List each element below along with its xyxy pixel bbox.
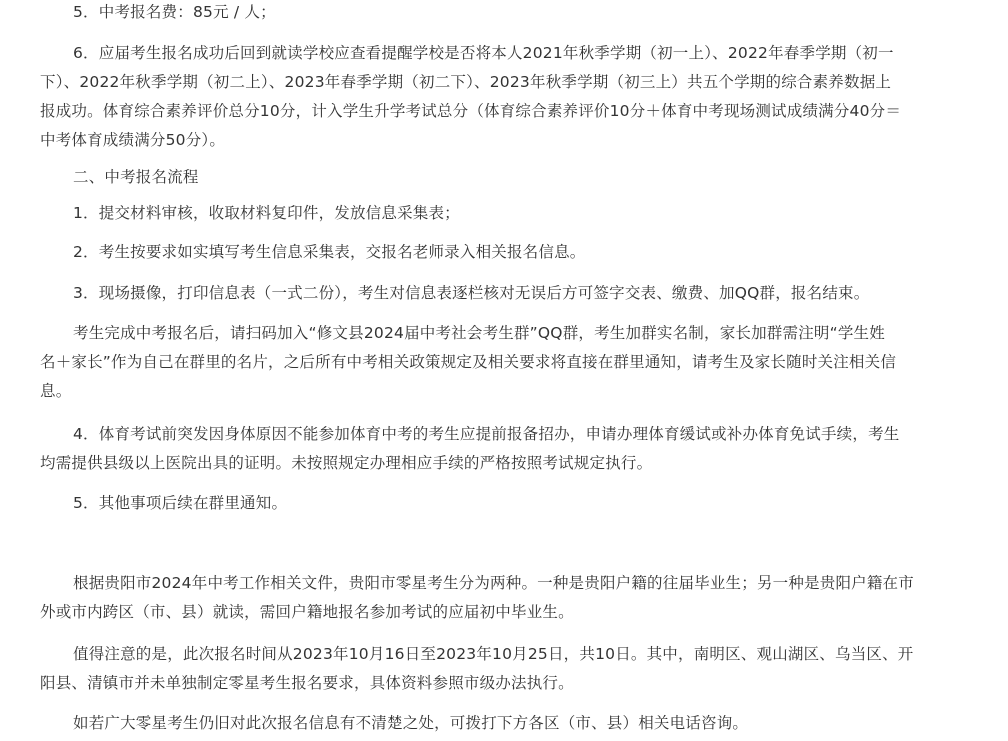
paragraph-line: 报成功。体育综合素养评价总分10分，计入学生升学考试总分（体育综合素养评价10分＋体育中考现场测试成绩满分40分＝ [40, 102, 902, 120]
paragraph-line: 息。 [40, 382, 72, 400]
paragraph-line: 6．应届考生报名成功后回到就读学校应查看提醒学校是否将本人2021年秋季学期（初一上）、2022年春季学期（初一 [73, 44, 894, 62]
paragraph-line: 外或市内跨区（市、县）就读，需回户籍地报名参加考试的应届初中毕业生。 [40, 603, 574, 621]
section-heading: 二、中考报名流程 [73, 168, 199, 186]
process-step: 2．考生按要求如实填写考生信息采集表，交报名老师录入相关报名信息。 [73, 243, 586, 261]
paragraph-line: 考生完成中考报名后，请扫码加入“修文县2024届中考社会考生群”QQ群，考生加群实名制，家长加群需注明“学生姓 [73, 324, 885, 342]
paragraph-line: 名＋家长”作为自己在群里的名片，之后所有中考相关政策规定及相关要求将直接在群里通知，请考生及家长随时关注相关信 [40, 353, 897, 371]
paragraph-line: 阳县、清镇市并未单独制定零星考生报名要求，具体资料参照市级办法执行。 [40, 674, 574, 692]
fee-item: 5．中考报名费：85元 / 人； [73, 3, 276, 21]
process-step: 1．提交材料审核，收取材料复印件，发放信息采集表； [73, 204, 460, 222]
paragraph-line: 值得注意的是，此次报名时间从2023年10月16日至2023年10月25日，共10日。其中，南明区、观山湖区、乌当区、开 [73, 645, 914, 663]
process-step: 3．现场摄像，打印信息表（一式二份），考生对信息表逐栏核对无误后方可签字交表、缴费、加QQ群，报名结束。 [73, 284, 870, 302]
paragraph-line: 均需提供县级以上医院出具的证明。未按照规定办理相应手续的严格按照考试规定执行。 [40, 454, 653, 472]
paragraph-line: 中考体育成绩满分50分）。 [40, 131, 226, 149]
paragraph-line: 下）、2022年秋季学期（初二上）、2023年春季学期（初二下）、2023年秋季学期（初三上）共五个学期的综合素养数据上 [40, 73, 892, 91]
process-step: 5．其他事项后续在群里通知。 [73, 494, 288, 512]
paragraph-line: 4．体育考试前突发因身体原因不能参加体育中考的考生应提前报备招办，申请办理体育缓试或补办体育免试手续，考生 [73, 425, 900, 443]
paragraph-line: 根据贵阳市2024年中考工作相关文件，贵阳市零星考生分为两种。一种是贵阳户籍的往届毕业生；另一种是贵阳户籍在市 [73, 574, 914, 592]
paragraph-line: 如若广大零星考生仍旧对此次报名信息有不清楚之处，可拨打下方各区（市、县）相关电话咨询。 [73, 714, 749, 732]
